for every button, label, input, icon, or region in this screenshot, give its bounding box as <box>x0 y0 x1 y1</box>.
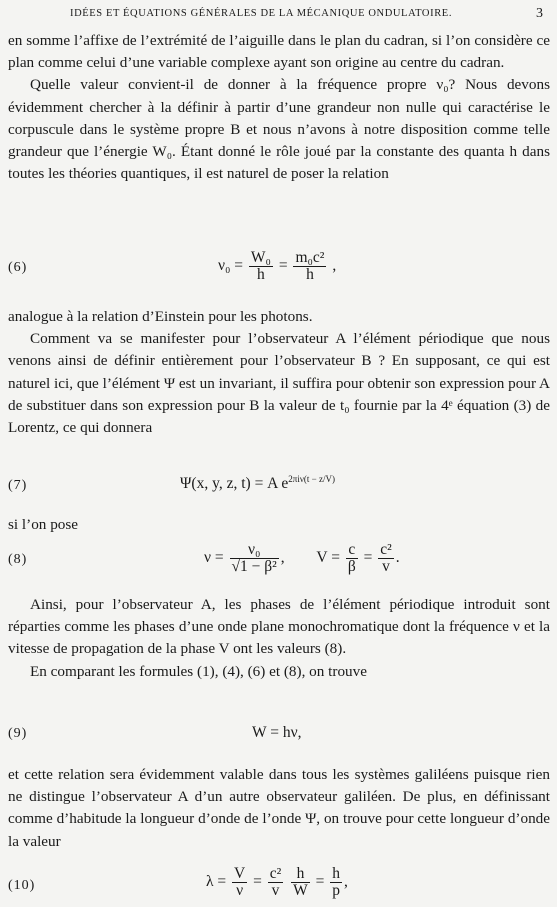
eq8-v2-num: c² <box>380 541 392 558</box>
eq10-d-num: h <box>332 865 341 882</box>
eq8-nu-fraction <box>230 542 279 575</box>
eq6-tail: , <box>332 257 337 275</box>
eq10-a-den: ν <box>236 882 244 899</box>
eq6-lhs: ν₀ = <box>218 257 244 275</box>
eq10-d-den: p <box>332 882 341 899</box>
eq10-tail: , <box>344 873 348 891</box>
equation-8 <box>8 540 550 580</box>
eq10-c-den: W <box>293 882 308 899</box>
paragraph-5 <box>8 514 550 536</box>
equation-7-number: (7) <box>8 478 28 493</box>
equation-6 <box>8 248 550 288</box>
equation-8-body <box>204 542 400 575</box>
eq6-f1-den: h <box>257 266 265 283</box>
eq6-f1-num: W₀ <box>250 249 271 266</box>
eq7-exponent <box>288 474 335 484</box>
equation-7 <box>8 466 550 506</box>
paragraph-block-4 <box>8 764 550 853</box>
eq10-c-fraction <box>291 866 310 899</box>
eq8-comma: , <box>280 549 285 567</box>
paragraph-1 <box>8 30 550 185</box>
paragraph-2-text: Quelle valeur convient-il de donner à la fréquence propre ν₀? Nous devons évidemment chercher à la définir à partir d’une grandeur non nulle qui caractérise le corpuscule dans le système propre B et nous n’avons à notre disposition comme telle grandeur que l’énergie W₀. Étant donné le rôle joué par la constante des quanta h dans toutes les théories quantiques, il est naturel de poser la relation <box>8 76 550 183</box>
equation-9-number: (9) <box>8 726 28 741</box>
eq8-eq: = <box>363 549 373 567</box>
paragraph-7-text: En comparant les formules (1), (4), (6) et (8), on trouve <box>30 662 367 680</box>
eq8-nu-lhs: ν = <box>204 549 224 567</box>
paragraph-block-3 <box>8 594 550 683</box>
eq10-a-num: V <box>234 865 246 882</box>
eq10-lhs: λ = <box>206 873 227 891</box>
equation-8-number: (8) <box>8 552 28 567</box>
equation-6-body <box>218 250 336 283</box>
eq8-v-num: c <box>346 542 358 559</box>
eq6-f2-num: m₀c² <box>295 249 325 266</box>
eq10-d-fraction <box>330 866 342 899</box>
eq10-eq-1: = <box>253 873 262 891</box>
eq8-v-lhs: V = <box>316 549 340 567</box>
paragraph-1-text: en somme l’affixe de l’extrémité de l’aiguille dans le plan du cadran, si l’on considère ce plan comme celui d’une variable complexe ayant son origine au centre du cadran. <box>8 32 550 72</box>
eq8-nu-den: √1 − β² <box>231 558 277 575</box>
eq7-lhs: Ψ(x, y, z, t) = A e <box>180 475 289 493</box>
paragraph-8-text: et cette relation sera évidemment valable dans tous les systèmes galiléens puisque rien ne distingue l’observateur A d’un autre observateur galiléen. De plus, en définissant comme d’habitude la longueur d’onde de l’onde Ψ, on trouve pour cette longueur d’onde la valeur <box>8 766 550 850</box>
equation-10 <box>8 864 550 904</box>
eq8-v2-den: v <box>382 558 390 575</box>
eq6-f2-den: h <box>306 266 314 283</box>
eq6-mid: = <box>278 257 288 275</box>
equation-9-body: W = hν, <box>252 724 302 741</box>
eq7-exponent-paren: (t − z/V) <box>303 474 335 484</box>
eq8-v-fraction <box>346 542 358 575</box>
eq8-v2-fraction <box>378 542 394 575</box>
equation-7-body <box>180 474 335 493</box>
eq8-nu-num: ν₀ <box>230 542 279 559</box>
equation-10-body <box>206 866 348 899</box>
paragraph-6-text: Ainsi, pour l’observateur A, les phases de l’élément périodique introduit sont réparties comme les phases d’une onde plane monochromatique dont la fréquence ν et la vitesse de propagation de la phase V ont les valeurs (8). <box>8 596 550 658</box>
eq10-eq-2: = <box>315 873 325 891</box>
eq10-b-num: c² <box>269 865 282 882</box>
eq8-v-den: β <box>347 558 356 575</box>
paragraph-3-text: analogue à la relation d’Einstein pour les photons. <box>8 308 313 325</box>
eq8-tail: . <box>395 549 400 567</box>
running-head: IDÉES ET ÉQUATIONS GÉNÉRALES DE LA MÉCANIQUE ONDULATOIRE. <box>70 8 453 19</box>
eq6-fraction-1 <box>249 250 273 283</box>
equation-9 <box>8 716 550 756</box>
eq6-fraction-2 <box>293 250 326 283</box>
paragraph-5-text: si l’on pose <box>8 516 79 533</box>
eq10-b-fraction <box>268 866 284 899</box>
equation-6-number: (6) <box>8 260 28 275</box>
paragraph-block-2 <box>8 306 550 439</box>
page-number: 3 <box>536 6 543 21</box>
eq7-exponent-main: 2πiν <box>288 474 304 484</box>
eq10-a-fraction <box>232 866 247 899</box>
equation-10-number: (10) <box>8 878 36 893</box>
eq10-c-num: h <box>291 866 310 883</box>
paragraph-4-text: Comment va se manifester pour l’observateur A l’élément périodique que nous venons ainsi de définir entièrement pour l’observateur B ? En supposant, ce qui est naturel ici, que l’élément Ψ est un invariant, il suffira pour obtenir son expression pour A de substituer dans son expression pour B la valeur de t₀ fournie par la 4ᵉ équation (3) de Lorentz, ce qui donnera <box>8 330 550 437</box>
eq10-b-den: v <box>271 882 280 899</box>
